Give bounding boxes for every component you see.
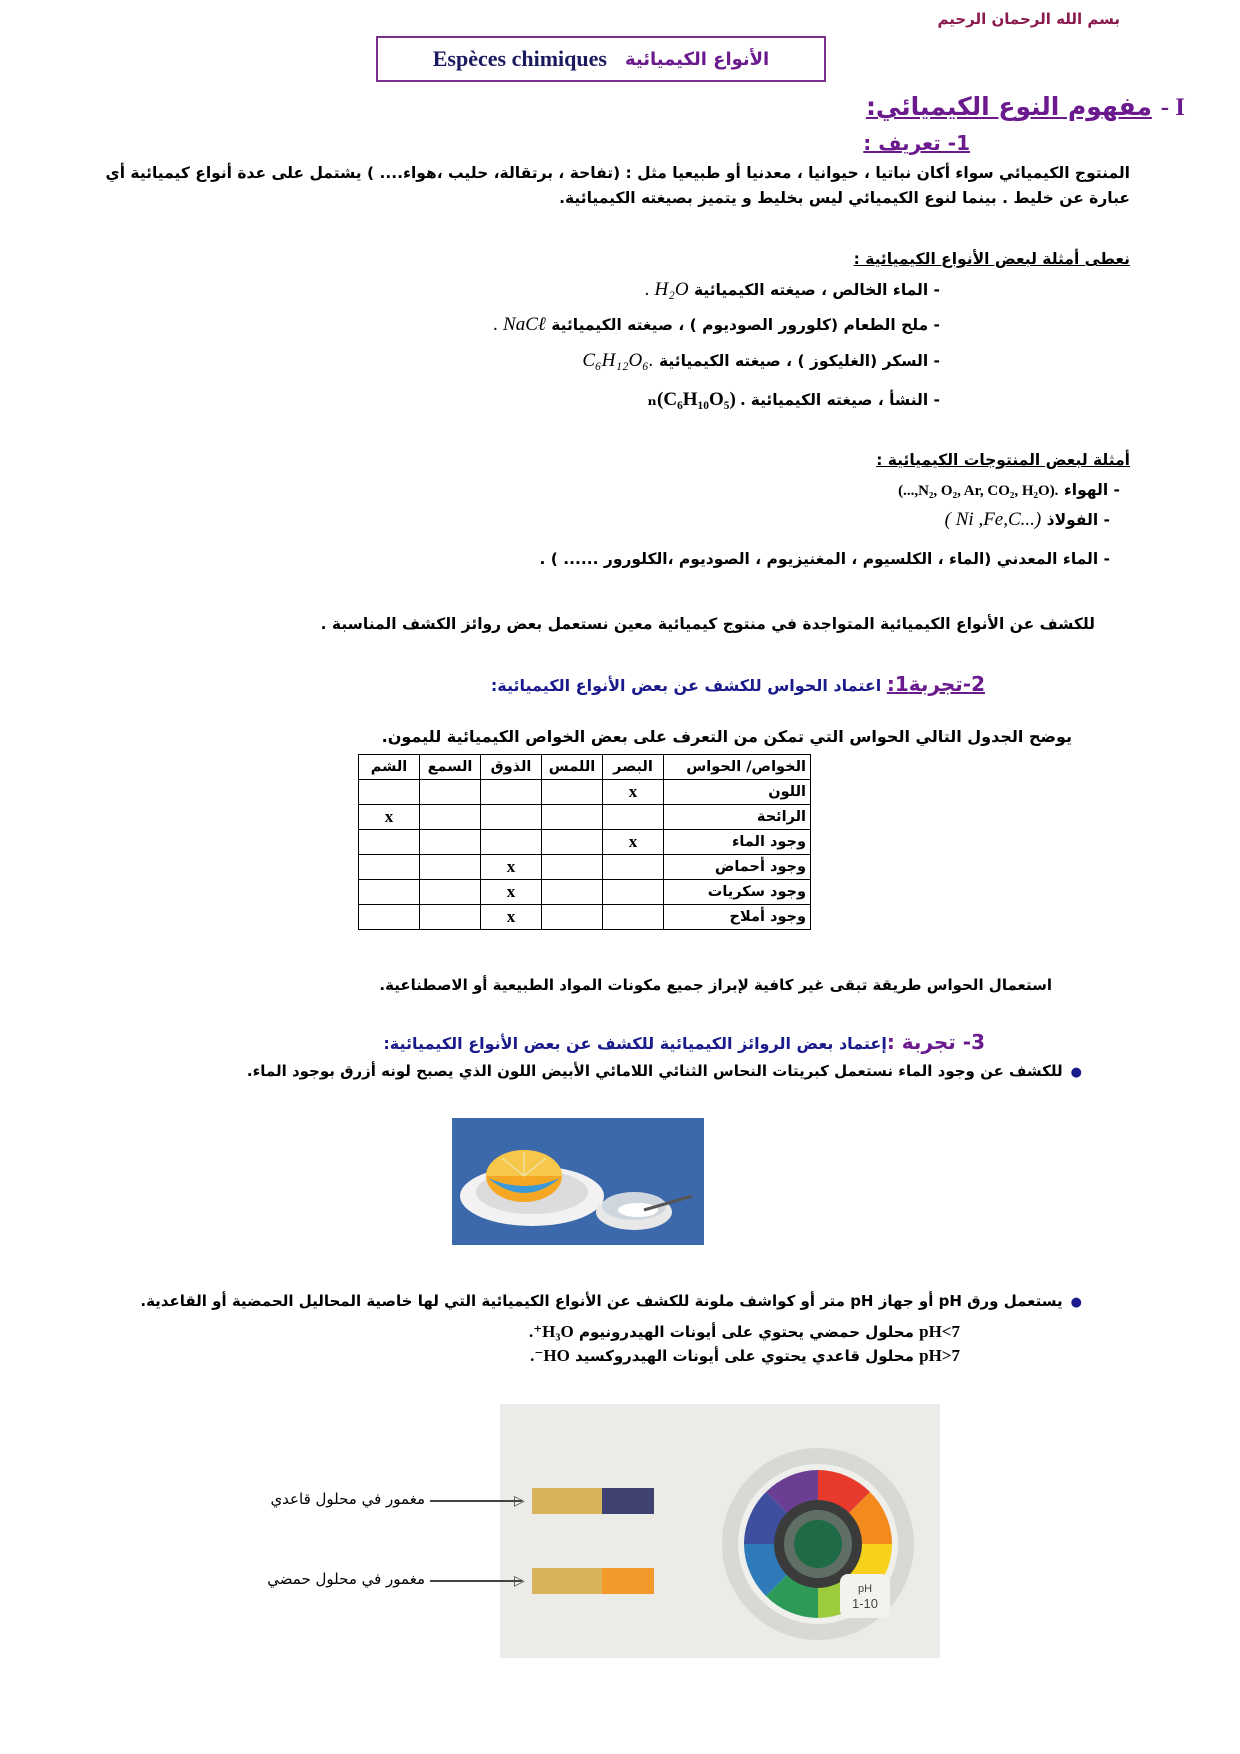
table-cell: [420, 780, 481, 805]
acid-strip-color: [602, 1568, 654, 1594]
bullet-icon: ●: [1070, 1065, 1082, 1080]
base-condition: [530, 1346, 960, 1366]
experiment-1-text: اعتماد الحواس للكشف عن بعض الأنواع الكيميائية:: [490, 676, 887, 695]
product-example-item: [539, 550, 1110, 568]
acid-condition: [529, 1322, 960, 1342]
title-french: Espèces chimiques: [432, 46, 607, 71]
table-cell: x: [481, 905, 542, 930]
detection-lead: للكشف عن الأنواع الكيميائية المتواجدة في منتوج كيميائية معين نستعمل بعض روائز الكشف المناسبة .: [320, 615, 1095, 633]
table-cell: [359, 830, 420, 855]
table-header-cell: الذوق: [481, 755, 542, 780]
table-cell: x: [603, 780, 664, 805]
bullet-icon: ●: [1070, 1295, 1082, 1310]
species-example-item: [582, 350, 940, 372]
table-cell: [481, 780, 542, 805]
experiment-1-label: 2-تجربة1:: [886, 672, 985, 696]
table-cell: [420, 880, 481, 905]
table-header-cell: البصر: [603, 755, 664, 780]
product-example-item: [945, 509, 1110, 531]
species-example-item: [647, 388, 940, 411]
section-1-heading: [866, 92, 1185, 122]
table-cell: [603, 855, 664, 880]
acid-arrow: [430, 1580, 522, 1582]
table-cell: [603, 880, 664, 905]
acid-description: محلول حمضي يحتوي على أيونات الهيدرونيوم: [578, 1323, 914, 1341]
species-example-text: - السكر (الغليكوز ) ، صيغته الكيميائية: [659, 352, 940, 370]
table-intro: يوضح الجدول التالي الحواس التي تمكن من التعرف على بعض الخواص الكيميائية لليمون.: [381, 727, 1072, 746]
arrow-head-icon: ▷: [514, 1493, 525, 1509]
table-header-cell: اللمس: [542, 755, 603, 780]
table-cell: x: [481, 880, 542, 905]
table-cell: [542, 780, 603, 805]
basic-arrow: [430, 1500, 522, 1502]
basic-solution-label: مغمور في محلول قاعدي: [270, 1490, 425, 1508]
table-header-row: [359, 755, 811, 780]
product-example-item: [898, 481, 1120, 500]
basic-strip-color: [602, 1488, 654, 1514]
hydroxide-ion: HO⁻.: [530, 1346, 570, 1365]
table-cell: [481, 805, 542, 830]
ph-roll-range: 1-10: [851, 1596, 879, 1611]
experiment-2-text: إعتماد بعض الروائز الكيميائية للكشف عن بعض الأنواع الكيميائية:: [383, 1034, 887, 1053]
experiment-2-label: 3- تجربة :: [886, 1030, 985, 1054]
species-example-text: - ملح الطعام (كلورور الصوديوم ) ، صيغته الكيميائية: [551, 316, 940, 334]
acid-strip-end: [532, 1568, 602, 1594]
table-cell: x: [603, 830, 664, 855]
section-1-number: I -: [1160, 94, 1185, 121]
species-examples-heading: نعطى أمثلة لبعض الأنواع الكيميائية :: [853, 250, 1130, 268]
lemon-copper-sulfate-photo: [452, 1118, 704, 1245]
water-test-text: للكشف عن وجود الماء نستعمل كبريتات النحاس الثنائي اللامائي الأبيض اللون الذي يصبح لونه أزرق بوجود الماء.: [246, 1062, 1063, 1080]
table-row: [359, 855, 811, 880]
experiment-2-heading: [383, 1030, 985, 1054]
table-header-cell: الشم: [359, 755, 420, 780]
product-examples-heading: أمثلة لبعض المنتوجات الكيميائية :: [876, 451, 1130, 469]
table-cell: [542, 880, 603, 905]
experiment-1-heading: [491, 672, 985, 696]
product-example-text: - الفولاذ: [1046, 511, 1110, 529]
table-row: [359, 880, 811, 905]
base-ph-condition: pH>7: [919, 1346, 960, 1365]
table-header-cell: الخواص/ الحواس: [664, 755, 811, 780]
table-cell: x: [359, 805, 420, 830]
table-row: [359, 805, 811, 830]
table-header-cell: السمع: [420, 755, 481, 780]
senses-note: استعمال الحواس طريقة تبقى غير كافية لإبراز جميع مكونات المواد الطبيعية أو الاصطناعية.: [379, 976, 1052, 994]
species-example-formula: H₂O .: [645, 279, 689, 300]
table-row-label: الرائحة: [664, 805, 811, 830]
table-row-label: وجود الماء: [664, 830, 811, 855]
product-example-text: - الماء المعدني (الماء ، الكلسيوم ، المغنيزيوم ، الصوديوم ،الكلورور ...... ) .: [539, 550, 1110, 568]
hydronium-ion: H₃O⁺.: [528, 1322, 574, 1341]
ph-roll-label: pH: [857, 1583, 873, 1595]
species-example-text: - الماء الخالص ، صيغته الكيميائية: [693, 281, 940, 299]
table-cell: [542, 905, 603, 930]
table-cell: [420, 905, 481, 930]
table-row: [359, 780, 811, 805]
species-example-formula: NaCℓ .: [493, 314, 546, 335]
basic-strip-end: [532, 1488, 602, 1514]
ph-paper-illustration: [500, 1404, 940, 1658]
title-box: [376, 36, 826, 82]
ph-test-text: يستعمل ورق pH أو جهاز pH متر أو كواشف ملونة للكشف عن الأنواع الكيميائية التي لها خاصية المحاليل الحمضية أو القاعدية.: [140, 1292, 1063, 1310]
product-example-formula: .(N₂, O₂, Ar, CO₂, H₂O,...): [898, 483, 1059, 499]
table-row-label: وجود أملاح: [664, 905, 811, 930]
table-cell: [603, 805, 664, 830]
base-description: محلول قاعدي يحتوي على أيونات الهيدروكسيد: [575, 1347, 914, 1365]
section-1-title: مفهوم النوع الكيميائي:: [865, 92, 1152, 121]
table-cell: [420, 805, 481, 830]
table-cell: [603, 905, 664, 930]
product-example-formula: (...Ni ,Fe,C ): [944, 509, 1042, 530]
table-cell: x: [481, 855, 542, 880]
table-cell: [420, 830, 481, 855]
table-cell: [359, 905, 420, 930]
table-row: [359, 905, 811, 930]
definition-paragraph: المنتوج الكيميائي سواء أكان نباتيا ، حيوانيا ، معدنيا أو طبيعيا مثل : (تفاحة ، برتقالة، حليب ،هواء.... ) يشتمل على عدة أنواع كيميائية أي عبارة عن خليط . بينما لنوع الكيميائي ليس بخليط و يتميز بصيغته الكيميائية.: [105, 164, 1130, 207]
table-cell: [542, 805, 603, 830]
acid-solution-label: مغمور في محلول حمضي: [267, 1570, 425, 1588]
species-example-formula: . (C₆H₁₀O₅)ₙ: [647, 389, 746, 410]
species-example-text: - النشأ ، صيغته الكيميائية: [750, 391, 940, 409]
water-test: [247, 1062, 1082, 1080]
table-cell: [359, 780, 420, 805]
table-row-label: وجود أحماض: [664, 855, 811, 880]
species-example-item: [494, 314, 940, 336]
table-cell: [542, 855, 603, 880]
table-row-label: وجود سكريات: [664, 880, 811, 905]
table-cell: [359, 855, 420, 880]
basmala: بسم الله الرحمان الرحيم: [937, 10, 1120, 28]
table-cell: [359, 880, 420, 905]
table-cell: [420, 855, 481, 880]
species-example-item: [645, 279, 940, 301]
lemon-photo-illustration: [452, 1118, 704, 1245]
title-arabic: الأنواع الكيميائية: [624, 48, 770, 70]
ph-roll: [722, 1448, 914, 1640]
table-row-label: اللون: [664, 780, 811, 805]
table-cell: [542, 830, 603, 855]
definition-heading: 1- تعريف :: [863, 131, 970, 155]
ph-paper-photo: [500, 1404, 940, 1658]
arrow-head-icon: ▷: [514, 1573, 525, 1589]
product-example-text: - الهواء: [1063, 481, 1120, 499]
species-example-formula: .C₆H₁₂O₆: [582, 350, 654, 371]
table-row: [359, 830, 811, 855]
senses-table: [358, 754, 811, 930]
acid-ph-condition: pH<7: [919, 1322, 960, 1341]
ph-test: [140, 1292, 1082, 1310]
table-cell: [481, 830, 542, 855]
